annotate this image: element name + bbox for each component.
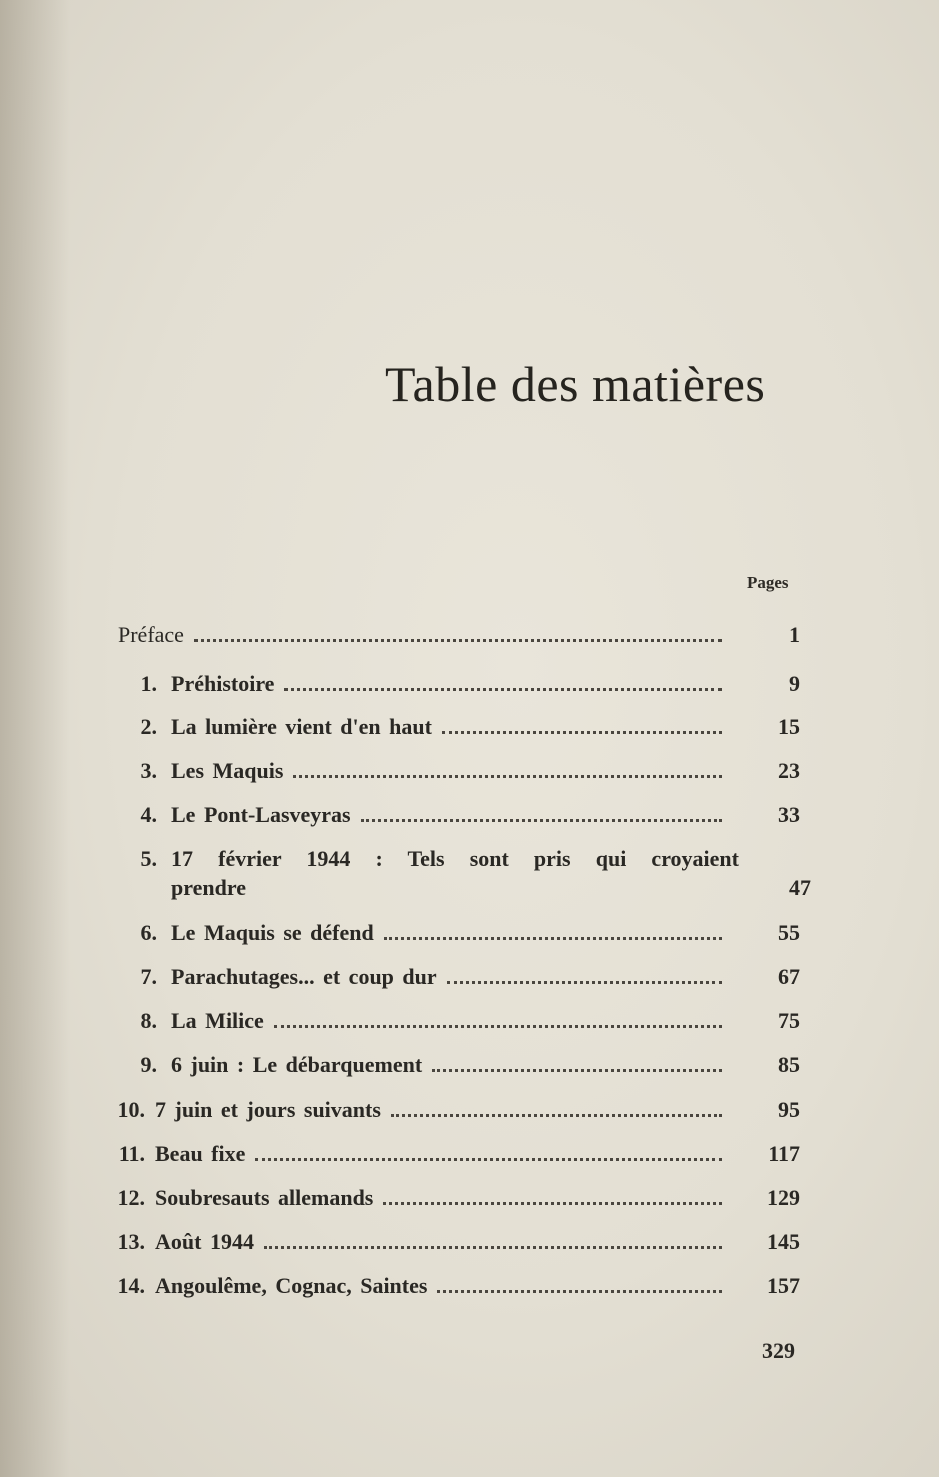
leader-dots bbox=[447, 981, 722, 984]
toc-entry-label: Parachutages... et coup dur bbox=[171, 964, 437, 989]
toc-entry-label: Préface bbox=[118, 622, 184, 647]
page-number: 329 bbox=[762, 1338, 795, 1363]
toc-entry-label: Beau fixe bbox=[155, 1141, 246, 1166]
leader-dots bbox=[432, 1069, 722, 1072]
toc-entry-number: 11. bbox=[118, 1141, 145, 1166]
toc-entry-label: La Milice bbox=[171, 1008, 264, 1033]
toc-entry-label: 7 juin et jours suivants bbox=[155, 1097, 381, 1122]
toc-entry-page: 1 bbox=[789, 622, 800, 647]
toc-entry-number: 13. bbox=[117, 1229, 145, 1254]
toc-entry-page: 95 bbox=[778, 1097, 800, 1122]
toc-entry-page: 55 bbox=[778, 920, 800, 945]
toc-entry-number: 12. bbox=[117, 1185, 145, 1210]
toc-entry-number: 7. bbox=[140, 964, 157, 989]
toc-entry-page: 23 bbox=[778, 758, 800, 783]
leader-dots bbox=[391, 1114, 722, 1117]
toc-entry-number: 6. bbox=[140, 920, 157, 945]
toc-entry bbox=[100, 800, 800, 829]
toc-entry bbox=[100, 669, 800, 698]
toc-entry-label: Angoulême, Cognac, Saintes bbox=[155, 1273, 428, 1298]
page-shadow bbox=[0, 0, 70, 1477]
toc-entry-number: 1. bbox=[140, 671, 157, 696]
pages-column-header: Pages bbox=[747, 573, 789, 592]
toc-entry-label: Les Maquis bbox=[171, 758, 284, 783]
leader-dots bbox=[384, 937, 722, 940]
toc-entry-page: 33 bbox=[778, 802, 800, 827]
toc-entry-label-line2: prendre bbox=[171, 875, 246, 900]
leader-dots bbox=[255, 1158, 722, 1161]
leader-dots bbox=[383, 1202, 722, 1205]
page-title: Table des matières bbox=[385, 356, 766, 412]
toc-entry bbox=[100, 1050, 800, 1079]
toc-entry-label: La lumière vient d'en haut bbox=[171, 714, 432, 739]
toc-entry bbox=[100, 962, 800, 991]
toc-entry-page: 145 bbox=[767, 1229, 800, 1254]
toc-entry-number: 14. bbox=[117, 1273, 145, 1298]
toc-entry bbox=[100, 712, 800, 741]
leader-dots bbox=[274, 1025, 722, 1028]
leader-dots bbox=[264, 1246, 722, 1249]
toc-entry bbox=[100, 1006, 800, 1035]
toc-entry-preface bbox=[118, 620, 800, 649]
toc-entry-number: 9. bbox=[140, 1052, 157, 1077]
toc-entry-page: 129 bbox=[767, 1185, 800, 1210]
toc-entry-page: 15 bbox=[778, 714, 800, 739]
toc-entry-page: 117 bbox=[768, 1141, 800, 1166]
toc-entry-label: 6 juin : Le débarquement bbox=[171, 1052, 423, 1077]
toc-entry-page: 9 bbox=[789, 671, 800, 696]
toc-entry-number: 8. bbox=[140, 1008, 157, 1033]
toc-entry-page: 67 bbox=[778, 964, 800, 989]
toc-entry-label: Soubresauts allemands bbox=[155, 1185, 374, 1210]
toc-entry bbox=[100, 1271, 800, 1300]
toc-entry bbox=[100, 1227, 800, 1256]
toc-entry-page: 85 bbox=[778, 1052, 800, 1077]
toc-entry-page: 75 bbox=[778, 1008, 800, 1033]
toc-entry bbox=[100, 918, 800, 947]
toc-entry bbox=[100, 844, 811, 902]
toc-entry-number: 10. bbox=[117, 1097, 145, 1122]
toc-entry-label: Août 1944 bbox=[155, 1229, 254, 1254]
toc-entry-label: Le Maquis se défend bbox=[171, 920, 374, 945]
toc-entry-label: Préhistoire bbox=[171, 671, 275, 696]
toc-entry bbox=[100, 1183, 800, 1212]
toc-entry-label-line1: 17 février 1944 : Tels sont pris qui croyaient bbox=[171, 846, 739, 871]
toc-entry-page: 47 bbox=[789, 875, 811, 900]
leader-dots bbox=[442, 731, 722, 734]
leader-dots bbox=[194, 639, 722, 642]
toc-entry-page: 157 bbox=[767, 1273, 800, 1298]
toc-entry bbox=[100, 1139, 800, 1168]
toc-entry-label: Le Pont-Lasveyras bbox=[171, 802, 351, 827]
toc-entry-number: 4. bbox=[140, 802, 157, 827]
leader-dots bbox=[361, 819, 722, 822]
leader-dots bbox=[284, 688, 722, 691]
leader-dots bbox=[437, 1290, 722, 1293]
toc-entry-number: 5. bbox=[140, 846, 157, 871]
toc-entry-number: 3. bbox=[140, 758, 157, 783]
leader-dots bbox=[293, 775, 722, 778]
toc-entry-number: 2. bbox=[140, 714, 157, 739]
toc-entry bbox=[100, 1095, 800, 1124]
toc-entry bbox=[100, 756, 800, 785]
